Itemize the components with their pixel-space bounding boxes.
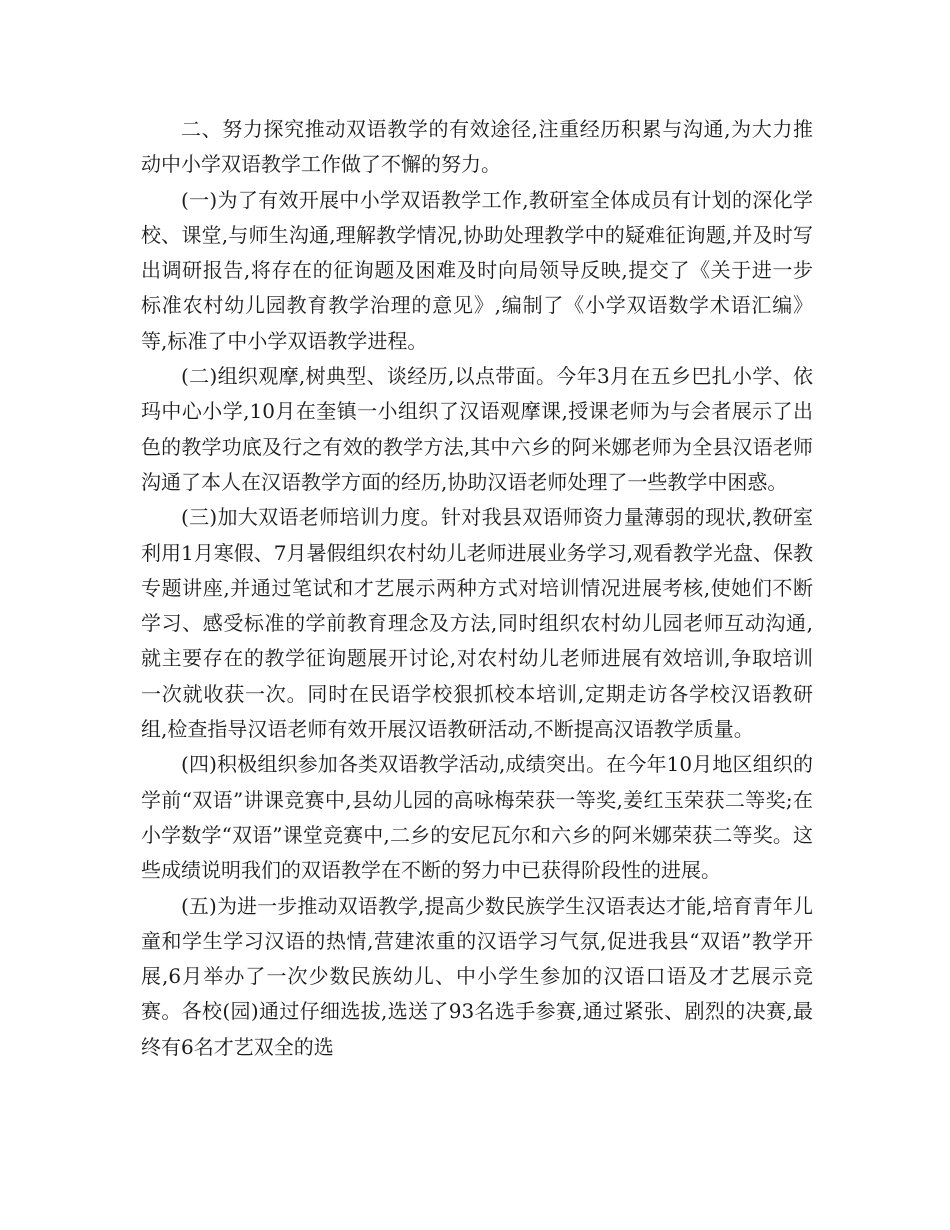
document-body <box>141 112 813 1065</box>
paragraph-section-2-heading: 二、努力探究推动双语教学的有效途径,注重经历积累与沟通,为大力推动中小学双语教学工作做了不懈的努力。 <box>141 117 813 177</box>
paragraph-item-5: (五)为进一步推动双语教学,提高少数民族学生汉语表达才能,培育青年儿童和学生学习汉语的热情,营建浓重的汉语学习气氛,促进我县“双语”教学开展,6月举办了一次少数民族幼儿、中小学生参加的汉语口语及才艺展示竞赛。各校(园)通过仔细选拔,选送了93名选手参赛,通过紧张、剧烈的决赛,最终有6名才艺双全的选 <box>141 893 813 1059</box>
paragraph-item-3: (三)加大双语老师培训力度。针对我县双语师资力量薄弱的现状,教研室利用1月寒假、7月暑假组织农村幼儿老师进展业务学习,观看教学光盘、保教专题讲座,并通过笔试和才艺展示两种方式对培训情况进展考核,使她们不断学习、感受标准的学前教育理念及方法,同时组织农村幼儿园老师互动沟通,就主要存在的教学征询题展开讨论,对农村幼儿老师进展有效培训,争取培训一次就收获一次。同时在民语学校狠抓校本培训,定期走访各学校汉语教研组,检查指导汉语老师有效开展汉语教研活动,不断提高汉语教学质量。 <box>141 505 813 742</box>
paragraph-item-4: (四)积极组织参加各类双语教学活动,成绩突出。在今年10月地区组织的学前“双语”讲课竞赛中,县幼儿园的高咏梅荣获一等奖,姜红玉荣获二等奖;在小学数学“双语”课堂竞赛中,二乡的安尼瓦尔和六乡的阿米娜荣获二等奖。这些成绩说明我们的双语教学在不断的努力中已获得阶段性的进展。 <box>141 752 813 883</box>
paragraph-item-2: (二)组织观摩,树典型、谈经历,以点带面。今年3月在五乡巴扎小学、依玛中心小学,10月在奎镇一小组织了汉语观摩课,授课老师为与会者展示了出色的教学功底及行之有效的教学方法,其中六乡的阿米娜老师为全县汉语老师沟通了本人在汉语教学方面的经历,协助汉语老师处理了一些教学中困惑。 <box>141 364 813 494</box>
paragraph-item-1: (一)为了有效开展中小学双语教学工作,教研室全体成员有计划的深化学校、课堂,与师生沟通,理解教学情况,协助处理教学中的疑难征询题,并及时写出调研报告,将存在的征询题及困难及时向局领导反映,提交了《关于进一步标准农村幼儿园教育教学治理的意见》,编制了《小学双语数学术语汇编》等,标准了中小学双语教学进程。 <box>141 187 813 353</box>
